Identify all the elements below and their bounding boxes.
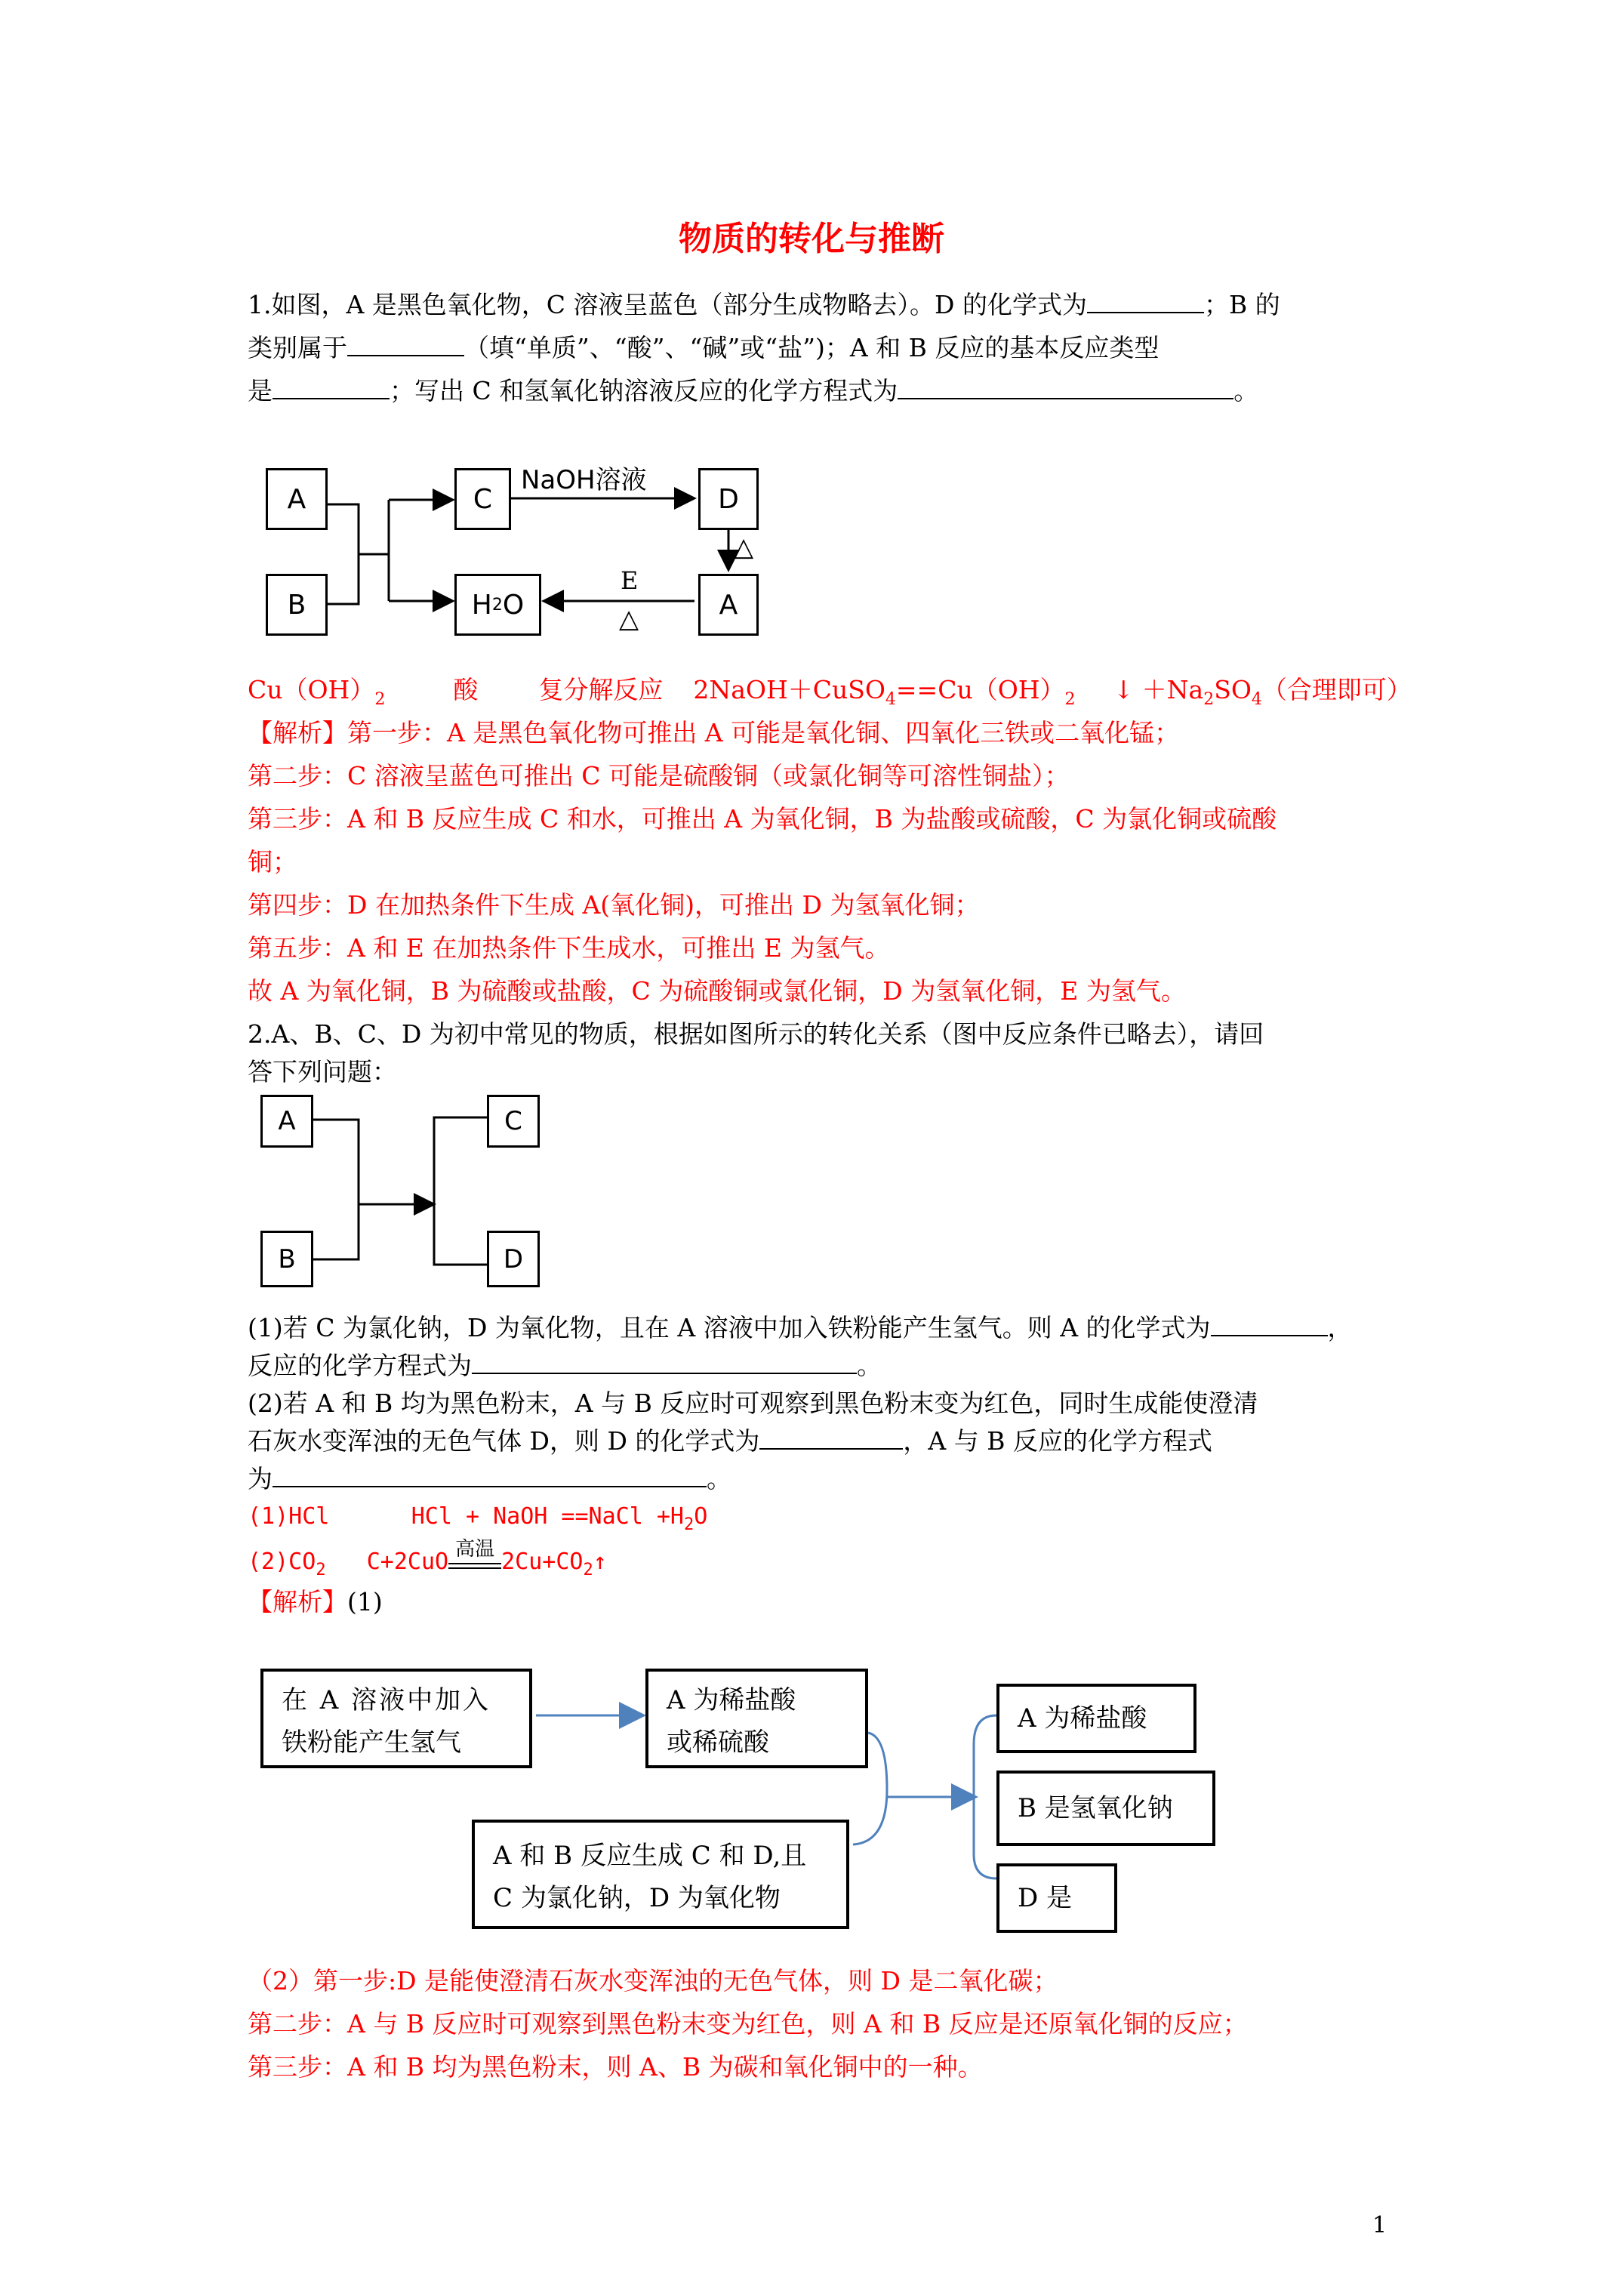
analysis1-line: 第二步：C 溶液呈蓝色可推出 C 可能是硫酸铜（或氯化铜等可溶性铜盐）；: [248, 761, 1070, 791]
answer1-line: $Cu(OH)_2$ 酸 复分解反应 $2NaOH+CuSO_4==Cu(OH)_2$ ↓ $+Na_2SO_4$（合理即可）: [248, 675, 1412, 709]
q2-part1-line1: (1)若 C 为氯化钠，D 为氧化物，且在 A 溶液中加入铁粉能产生氢气。则 A 的化学式为 ，: [248, 1313, 1353, 1342]
page-number: 1: [1372, 2212, 1387, 2239]
answer-blank[interactable]: [273, 1463, 707, 1487]
q2-part1-line2: 反应的化学方程式为 。: [248, 1351, 882, 1380]
diagram-1: [264, 453, 778, 649]
flow-box-acid: A 为稀盐酸 或稀硫酸: [645, 1669, 868, 1768]
analysis1-line: 故 A 为氧化铜，B 为硫酸或盐酸，C 为硫酸铜或氯化铜，D 为氢氧化铜，E 为氢气。: [248, 976, 1186, 1006]
flow-box-result-a: A 为稀盐酸: [996, 1684, 1196, 1753]
q1-text: 类别属于: [248, 333, 347, 362]
q1-text: 是: [248, 376, 273, 405]
answer2-line2: $(2)CO_2$ C+2CuO 高温 $2Cu+CO_2↑$: [248, 1544, 607, 1589]
analysis1-line: 【解析】第一步：A 是黑色氧化物可推出 A 可能是氧化铜、四氧化三铁或二氧化锰；: [248, 718, 1180, 747]
analysis1-line: 第三步：A 和 B 反应生成 C 和水，可推出 A 为氧化铜，B 为盐酸或硫酸，C 为氯化铜或硫酸: [248, 804, 1277, 834]
diagram2-box-b: B: [260, 1231, 313, 1287]
q2-line1: 2.A、B、C、D 为初中常见的物质，根据如图所示的转化关系（图中反应条件已略去），请回: [248, 1019, 1264, 1049]
q1-text: （填“单质”、“酸”、“碱”或“盐”)；A 和 B 反应的基本反应类型: [464, 333, 1160, 362]
analysis2-label: 【解析】(1): [248, 1587, 383, 1616]
flow-diagram: [257, 1653, 1223, 1940]
q1-line1: [248, 287, 1280, 323]
flow-box-condition: 在 A 溶液中加入 铁粉能产生氢气: [260, 1669, 532, 1768]
analysis1-line: 第五步：A 和 E 在加热条件下生成水，可推出 E 为氢气。: [248, 933, 890, 963]
q1-line2: [248, 330, 1159, 366]
reaction-condition: 高温: [455, 1538, 495, 1561]
e-label: E: [621, 566, 639, 595]
answer-blank[interactable]: [759, 1425, 903, 1450]
analysis1-line: 第四步：D 在加热条件下生成 A(氧化铜)，可推出 D 为氢氧化铜；: [248, 890, 980, 920]
heat-symbol: △: [734, 532, 754, 562]
q2-part2-line2: 石灰水变浑浊的无色气体 D，则 D 的化学式为 ，A 与 B 反应的化学方程式: [248, 1426, 1212, 1456]
diagram2-box-d: D: [487, 1231, 540, 1287]
answer-blank[interactable]: [273, 375, 390, 399]
analysis3-line: 第二步：A 与 B 反应时可观察到黑色粉末变为红色，则 A 和 B 反应是还原氧化铜的反应；: [248, 2009, 1248, 2039]
naoh-label: NaOH溶液: [521, 465, 647, 495]
answer2-line1: (1)HCl HCl + NaOH ==NaCl $+H_2O$: [248, 1503, 708, 1534]
q2-line2: 答下列问题：: [248, 1057, 397, 1086]
answer-blank[interactable]: [1211, 1312, 1328, 1336]
diagram2-box-c: C: [487, 1095, 540, 1148]
answer-blank[interactable]: [898, 375, 1233, 399]
diagram1-box-a: A: [266, 468, 328, 530]
flow-box-result-d: D 是: [996, 1863, 1117, 1933]
q1-line3: [248, 373, 1258, 409]
diagram1-box-c: C: [454, 468, 511, 530]
analysis1-line: 铜；: [248, 847, 297, 877]
answer-blank[interactable]: [1087, 289, 1204, 313]
flow-box-result-b: B 是氢氧化钠: [996, 1771, 1215, 1846]
flow-box-reaction: A 和 B 反应生成 C 和 D,且 C 为氯化钠，D 为氧化物: [472, 1820, 849, 1929]
analysis3-line: 第三步：A 和 B 均为黑色粉末，则 A、B 为碳和氧化铜中的一种。: [248, 2052, 983, 2082]
diagram2-box-a: A: [260, 1095, 313, 1148]
answer-blank[interactable]: [347, 332, 464, 356]
q2-part2-line3: 为 。: [248, 1464, 731, 1493]
diagram1-box-b: B: [266, 574, 328, 636]
diagram1-box-d: D: [698, 468, 759, 530]
diagram-2: [260, 1095, 562, 1291]
analysis3-line: （2）第一步:D 是能使澄清石灰水变浑浊的无色气体，则 D 是二氧化碳；: [248, 1966, 1058, 1996]
q1-text: ；B 的: [1204, 290, 1280, 319]
answer-blank[interactable]: [472, 1350, 857, 1374]
diagram1-box-a2: A: [698, 574, 759, 636]
q1-text: 1.如图，A 是黑色氧化物，C 溶液呈蓝色（部分生成物略去）。D 的化学式为: [248, 290, 1087, 319]
heat-symbol: △: [619, 604, 639, 634]
diagram1-box-h2o: H 2 O: [454, 574, 541, 636]
q1-text: ；写出 C 和氢氧化钠溶液反应的化学方程式为: [390, 376, 898, 405]
page-title: 物质的转化与推断: [679, 220, 944, 258]
q2-part2-line1: (2)若 A 和 B 均为黑色粉末，A 与 B 反应时可观察到黑色粉末变为红色，同时生成能使澄清: [248, 1388, 1258, 1418]
q1-text: 。: [1233, 376, 1259, 405]
